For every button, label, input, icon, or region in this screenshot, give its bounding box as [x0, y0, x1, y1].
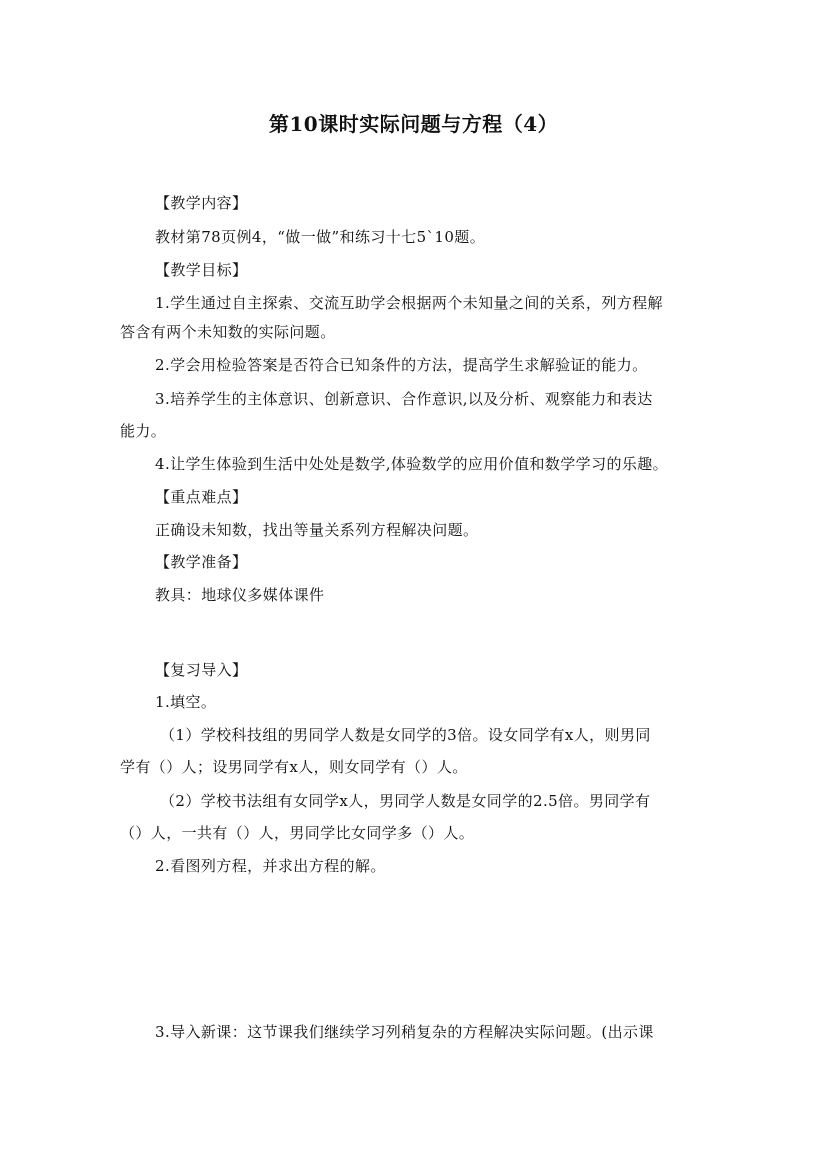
- section-heading-review: 【复习导入】: [155, 661, 248, 679]
- preparation-text: 教具：地球仪多媒体课件: [155, 586, 325, 604]
- page-title: 第10课时实际问题与方程（4）: [268, 112, 559, 136]
- fill-blank-title: 1.填空。: [155, 693, 217, 711]
- item-2: 2.看图列方程，并求出方程的解。: [155, 857, 386, 875]
- content-text: 教材第78页例4，“做一做”和练习十七5`10题。: [155, 228, 486, 246]
- section-heading-preparation: 【教学准备】: [155, 553, 248, 571]
- key-points-text: 正确设未知数，找出等量关系列方程解决问题。: [155, 521, 479, 539]
- goal-3-line-2: 能力。: [120, 422, 167, 440]
- question-2-line-2: （）人，一共有（）人，男同学比女同学多（）人。: [120, 824, 475, 842]
- goal-1-line-2: 答含有两个未知数的实际问题。: [120, 323, 336, 341]
- goal-2: 2.学会用检验答案是否符合已知条件的方法，提高学生求解验证的能力。: [155, 356, 648, 374]
- section-heading-key-points: 【重点难点】: [155, 488, 248, 506]
- question-2-line-1: （2）学校书法组有女同学x人，男同学人数是女同学的2.5倍。男同学有: [160, 792, 651, 810]
- question-1-line-1: （1）学校科技组的男同学人数是女同学的3倍。设女同学有x人，则男同: [160, 726, 651, 744]
- goal-1-line-1: 1.学生通过自主探索、交流互助学会根据两个未知量之间的关系，列方程解: [155, 294, 663, 312]
- goal-4: 4.让学生体验到生活中处处是数学,体验数学的应用价值和数学学习的乐趣。: [155, 455, 669, 473]
- section-heading-content: 【教学内容】: [155, 194, 248, 212]
- question-1-line-2: 学有（）人；设男同学有x人，则女同学有（）人。: [120, 758, 468, 776]
- section-heading-goals: 【教学目标】: [155, 261, 248, 279]
- item-3: 3.导入新课：这节课我们继续学习列稍复杂的方程解决实际问题。(出示课: [155, 1023, 654, 1041]
- goal-3-line-1: 3.培养学生的主体意识、创新意识、合作意识,以及分析、观察能力和表达: [155, 390, 653, 408]
